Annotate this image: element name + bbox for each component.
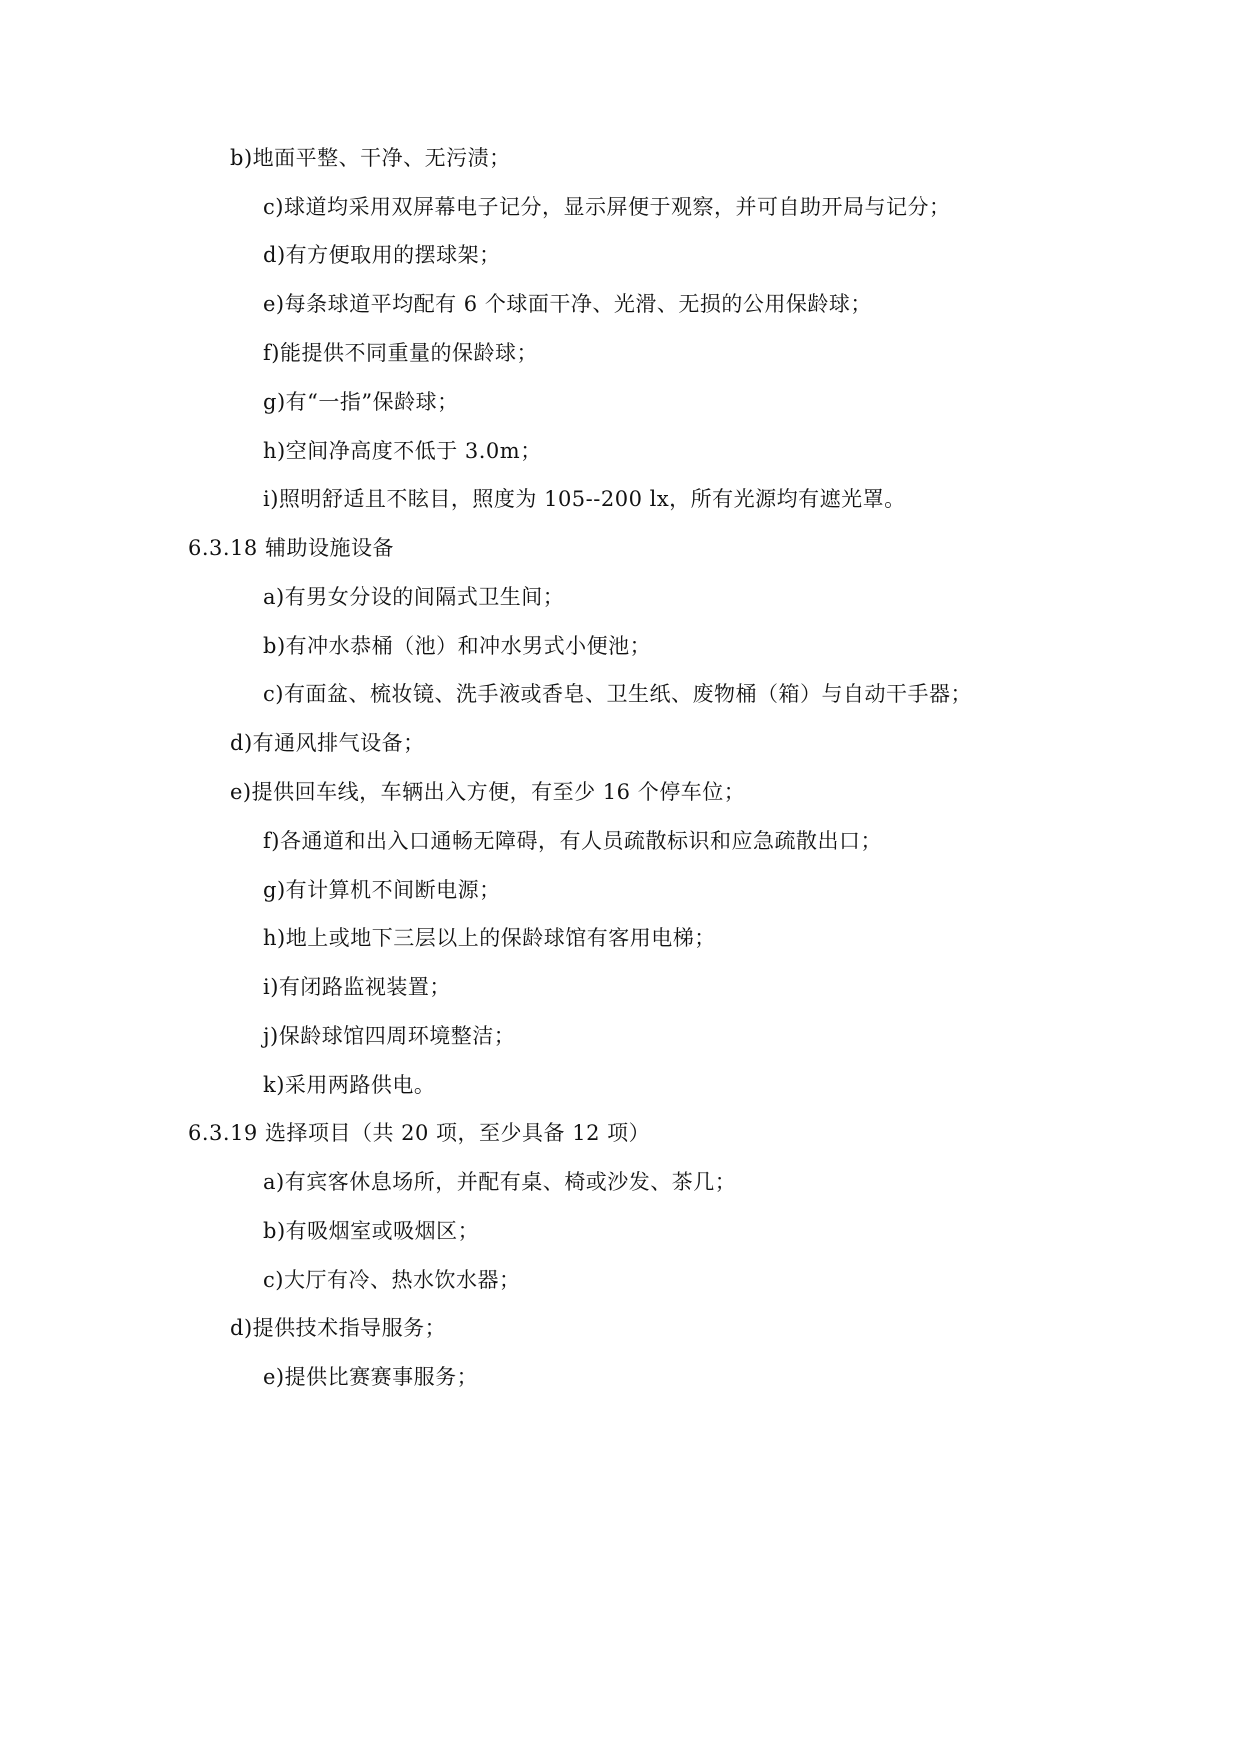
list-item: d)有方便取用的摆球架； [263, 243, 501, 267]
list-item: f)能提供不同重量的保龄球； [263, 341, 538, 365]
list-item: c)大厅有冷、热水饮水器； [263, 1268, 521, 1292]
list-item: d)有通风排气设备； [230, 731, 425, 755]
list-item: k)采用两路供电。 [263, 1073, 436, 1097]
list-item: i)照明舒适且不眩目，照度为 105--200 lx，所有光源均有遮光罩。 [263, 487, 906, 511]
list-item: h)空间净高度不低于 3.0m； [263, 439, 542, 463]
list-item: b)有吸烟室或吸烟区； [263, 1219, 480, 1243]
list-item: g)有计算机不间断电源； [263, 878, 501, 902]
list-item: a)有男女分设的间隔式卫生间； [263, 585, 565, 609]
list-item: e)每条球道平均配有 6 个球面干净、光滑、无损的公用保龄球； [263, 292, 872, 316]
list-item: f)各通道和出入口通畅无障碍，有人员疏散标识和应急疏散出口； [263, 829, 882, 853]
list-item: j)保龄球馆四周环境整洁； [263, 1024, 516, 1048]
list-item: b)地面平整、干净、无污渍； [230, 146, 511, 170]
list-item: c)球道均采用双屏幕电子记分，显示屏便于观察，并可自助开局与记分； [263, 195, 951, 219]
list-item: c)有面盆、梳妆镜、洗手液或香皂、卫生纸、废物桶（箱）与自动干手器； [263, 682, 972, 706]
section-heading: 6.3.19 选择项目（共 20 项，至少具备 12 项） [188, 1121, 651, 1145]
list-item: e)提供比赛赛事服务； [263, 1365, 479, 1389]
list-item: e)提供回车线，车辆出入方便，有至少 16 个停车位； [230, 780, 746, 804]
list-item: d)提供技术指导服务； [230, 1316, 447, 1340]
list-item: i)有闭路监视装置； [263, 975, 451, 999]
section-heading: 6.3.18 辅助设施设备 [188, 536, 394, 560]
list-item: b)有冲水恭桶（池）和冲水男式小便池； [263, 634, 652, 658]
list-item: g)有“一指”保龄球； [263, 390, 459, 414]
list-item: a)有宾客休息场所，并配有桌、椅或沙发、茶几； [263, 1170, 737, 1194]
list-item: h)地上或地下三层以上的保龄球馆有客用电梯； [263, 926, 716, 950]
